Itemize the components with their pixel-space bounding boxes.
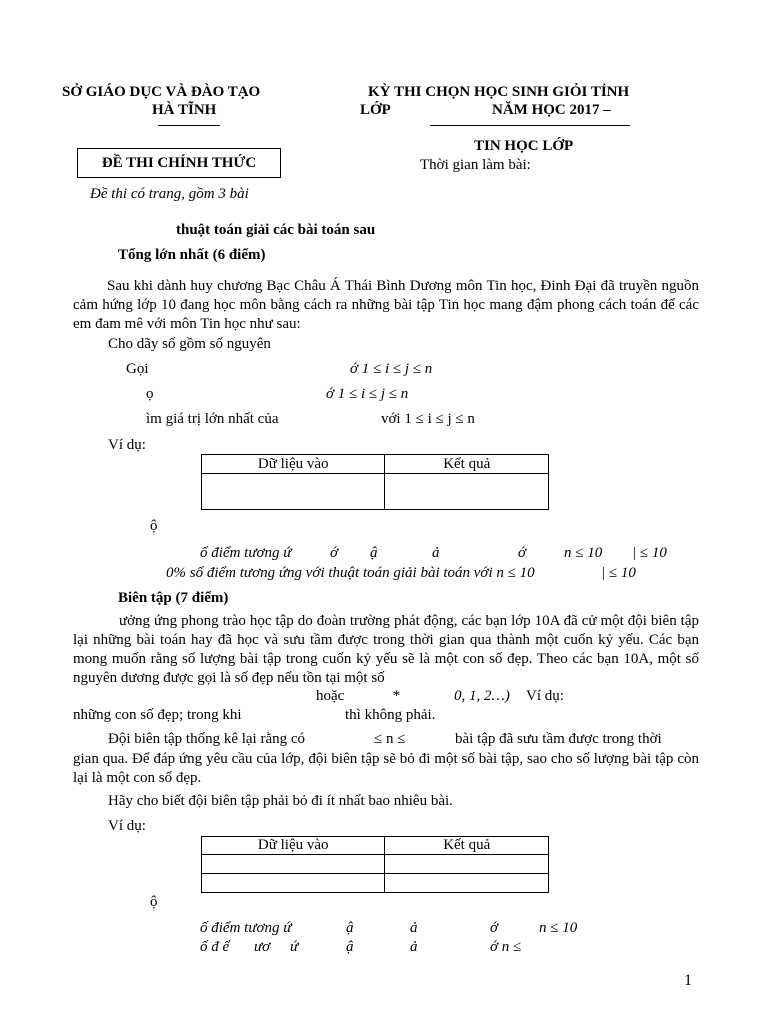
problem1-line2-cond: ớ 1 ≤ i ≤ j ≤ n xyxy=(350,361,433,377)
exam-grade: LỚP xyxy=(360,102,391,118)
official-exam-box: ĐỀ THI CHÍNH THỨC xyxy=(77,148,281,178)
table-header-input: Dữ liệu vào xyxy=(202,837,385,855)
intro-line: thuật toán giải các bài toán sau xyxy=(176,222,376,238)
problem2-paragraph1: ưởng ứng phong trào học tập do đoàn trường phát động, các bạn lớp 10A đã cử một đội biên tập lại những bài toán hay đã học và sưu tầm được trong thời gian qua thành một cuốn kỷ yếu. Các bạn mong muốn rằng số lượng bài tập trong cuốn kỷ yếu sẽ là một con số đẹp. Theo các bạn 10A, một số nguyên dương được gọi là số đẹp nếu tồn tại một số xyxy=(73,613,699,686)
problem2-example-table xyxy=(201,836,549,893)
problem1-score1-g: | ≤ 10 xyxy=(632,545,667,561)
problem2-score1-c: ả xyxy=(410,920,418,936)
problem2-score1-e: n ≤ 10 xyxy=(539,920,578,936)
problem2-score2-b: ươ xyxy=(254,939,271,955)
problem2-hoac: hoặc xyxy=(316,688,345,704)
problem2-subhead: ộ xyxy=(150,894,158,910)
problem1-score1-d: ả xyxy=(432,545,440,561)
table-header-output: Kết quả xyxy=(385,455,549,474)
header-underline-left xyxy=(158,125,220,126)
department-name: SỞ GIÁO DỤC VÀ ĐÀO TẠO xyxy=(62,84,261,100)
pages-note: Đề thi có trang, gồm 3 bài xyxy=(90,186,249,202)
problem1-title: Tổng lớn nhất (6 điểm) xyxy=(118,247,266,263)
problem2-line-next2: thì không phải. xyxy=(345,707,436,723)
problem1-line3-cond: ớ 1 ≤ i ≤ j ≤ n xyxy=(326,386,409,402)
time-limit: Thời gian làm bài: xyxy=(420,157,531,173)
problem1-line1: Cho dãy số gồm số nguyên xyxy=(108,336,271,352)
problem1-subhead: ộ xyxy=(150,518,158,534)
problem1-line4-cond: với 1 ≤ i ≤ j ≤ n xyxy=(381,411,475,427)
problem1-score1-e: ớ xyxy=(518,545,527,561)
table-cell-output xyxy=(385,474,549,510)
problem2-score1-a: ố điểm tương ứ xyxy=(200,920,292,936)
problem2-example-label: Ví dụ: xyxy=(108,818,146,834)
problem1-paragraph: Sau khi dành huy chương Bạc Châu Á Thái Bình Dương môn Tin học, Đinh Đại đã truyền nguồn cảm hứng lớp 10 đang học môn bằng cách ra những bài tập Tin học mang đậm phong cách toán để các em đam mê với môn Tin học như sau: xyxy=(73,278,699,332)
problem1-score1-f: n ≤ 10 xyxy=(564,545,603,561)
problem2-score1-d: ớ xyxy=(490,920,499,936)
problem2-para2-b: ≤ n ≤ xyxy=(374,731,406,747)
table-cell-input xyxy=(202,874,385,893)
exam-title: KỲ THI CHỌN HỌC SINH GIỎI TỈNH xyxy=(368,84,630,100)
table-cell-input xyxy=(202,474,385,510)
problem2-para2-a: Đội biên tập thống kê lại rằng có xyxy=(108,731,306,747)
problem1-example-table xyxy=(201,454,549,510)
table-cell-input xyxy=(202,855,385,874)
problem2-title: Biên tập (7 điểm) xyxy=(118,590,229,606)
table-cell-output xyxy=(385,874,549,893)
subject: TIN HỌC LỚP xyxy=(474,138,574,154)
problem1-example-label: Ví dụ: xyxy=(108,437,146,453)
problem2-vidu-inline: Ví dụ: xyxy=(526,688,564,704)
problem2-score1-b: ậ xyxy=(346,920,354,936)
problem2-seq: 0, 1, 2…) xyxy=(454,688,510,704)
table-cell-output xyxy=(385,855,549,874)
problem2-score2-f: ớ n ≤ xyxy=(490,939,522,955)
problem1-score1-b: ớ xyxy=(330,545,339,561)
problem2-score2-d: ậ xyxy=(346,939,354,955)
problem2-score2-c: ứ xyxy=(290,939,299,955)
header-underline-right xyxy=(430,125,630,126)
province-name: HÀ TĨNH xyxy=(152,102,217,118)
problem2-score2-e: ả xyxy=(410,939,418,955)
problem2-line-next: những con số đẹp; trong khi xyxy=(73,707,242,723)
exam-year: NĂM HỌC 2017 – xyxy=(492,102,611,118)
table-header-output: Kết quả xyxy=(385,837,549,855)
problem2-paragraph2: gian qua. Để đáp ứng yêu cầu của lớp, đội biên tập sẽ bỏ đi một số bài tập, sao cho số lượng bài tập còn lại là một con số đẹp. xyxy=(73,751,699,786)
problem1-line2-label: Gọi xyxy=(126,361,149,377)
problem1-score1-c: ậ xyxy=(370,545,378,561)
problem1-line4-label: ìm giá trị lớn nhất của xyxy=(146,411,279,427)
problem1-score2-b: | ≤ 10 xyxy=(601,565,636,581)
problem2-score2-a: ố đ ể xyxy=(200,939,230,955)
problem1-line3-label: ọ xyxy=(146,386,154,402)
problem2-para2-c: bài tập đã sưu tầm được trong thời xyxy=(455,731,662,747)
table-header-input: Dữ liệu vào xyxy=(202,455,385,474)
problem1-score2: 0% số điểm tương ứng với thuật toán giải bài toán với n ≤ 10 xyxy=(166,565,535,581)
problem2-star: * xyxy=(392,688,400,704)
problem2-question: Hãy cho biết đội biên tập phải bỏ đi ít nhất bao nhiêu bài. xyxy=(108,793,453,809)
page-number: 1 xyxy=(684,972,692,989)
problem1-score1-a: ố điểm tương ứ xyxy=(200,545,292,561)
